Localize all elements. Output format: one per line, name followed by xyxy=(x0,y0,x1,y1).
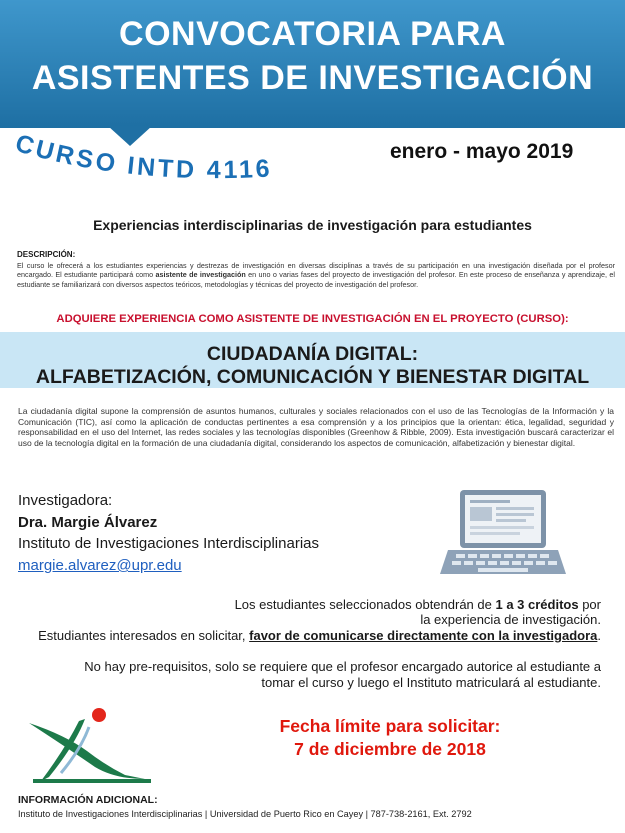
description-text: El curso le ofrecerá a los estudiantes experiencias y destrezas de investigación en diversas disciplinas a través de su participación en una investigación diseñada por el profesor encargado. El estudiante participará como asistente de investigación en uno o varias fases del proyecto de investigación del profesor. En este proceso de enseñanza y aprendizaje, el estudiante se familiarizará con diversos aspectos teóricos, metodologías y técnicas del proyecto de investigación del profesor. xyxy=(17,261,615,289)
credits-line3: Estudiantes interesados en solicitar, favor de comunicarse directamente con la investigadora. xyxy=(38,628,601,643)
institute-logo xyxy=(25,705,155,785)
date-range: enero - mayo 2019 xyxy=(390,140,574,163)
credits-line2: la experiencia de investigación. xyxy=(420,612,601,627)
prereq-line2: tomar el curso y luego el Instituto matriculará al estudiante. xyxy=(261,675,601,690)
deadline-date: 7 de diciembre de 2018 xyxy=(294,739,486,759)
project-title-line1: CIUDADANÍA DIGITAL: xyxy=(206,343,419,365)
banner-title-line1: CONVOCATORIA PARA xyxy=(119,15,506,53)
investigator-institute: Instituto de Investigaciones Interdisciplinarias xyxy=(18,535,319,552)
project-heading: ADQUIERE EXPERIENCIA COMO ASISTENTE DE INVESTIGACIÓN EN EL PROYECTO (CURSO): xyxy=(56,313,569,325)
prereq-line1: No hay pre-requisitos, solo se requiere que el profesor encargado autorice al estudiante a xyxy=(84,659,601,674)
subtitle: Experiencias interdisciplinarias de investigación para estudiantes xyxy=(93,217,532,233)
investigator-name: Dra. Margie Álvarez xyxy=(18,514,158,531)
investigator-email-link[interactable]: margie.alvarez@upr.edu xyxy=(18,557,182,574)
contact-instruction: favor de comunicarse directamente con la investigadora xyxy=(249,628,598,643)
laptop-icon xyxy=(438,488,568,578)
additional-info-heading: INFORMACIÓN ADICIONAL: xyxy=(18,794,158,806)
investigator-label: Investigadora: xyxy=(18,492,113,509)
description-bold: asistente de investigación xyxy=(155,270,246,280)
project-description: La ciudadanía digital supone la comprensión de asuntos humanos, culturales y sociales relacionados con el uso de las Tecnologías de la Información y la Comunicación (TIC), así como la aplicación de conductas pertinentes a esa comprensión y a los principios que la orientan: ética, legalidad, seguridad y responsabilidad en el uso del Internet, las redes sociales y las tecnologías disponibles (Greenhow & Ribble, 2009). Esta investigación buscará caracterizar el uso de la tecnología digital en la formación de una ciudadanía digital, considerando los aspectos de comunicación, alfabetización y bienestar digital. xyxy=(18,406,614,448)
footer-contact: Instituto de Investigaciones Interdisciplinarias | Universidad de Puerto Rico en Cayey | 787-738-2161, Ext. 2792 xyxy=(18,809,472,819)
credits-line1: Los estudiantes seleccionados obtendrán de 1 a 3 créditos por xyxy=(234,597,601,612)
deadline-label: Fecha límite para solicitar: xyxy=(279,716,501,736)
project-title-line2: ALFABETIZACIÓN, COMUNICACIÓN Y BIENESTAR DIGITAL xyxy=(35,366,590,388)
course-label xyxy=(8,128,288,198)
banner-title-line2: ASISTENTES DE INVESTIGACIÓN xyxy=(31,59,594,97)
description-heading: DESCRIPCIÓN: xyxy=(17,250,76,259)
svg-text:CURSO INTD 4116: CURSO INTD 4116 xyxy=(12,128,274,185)
